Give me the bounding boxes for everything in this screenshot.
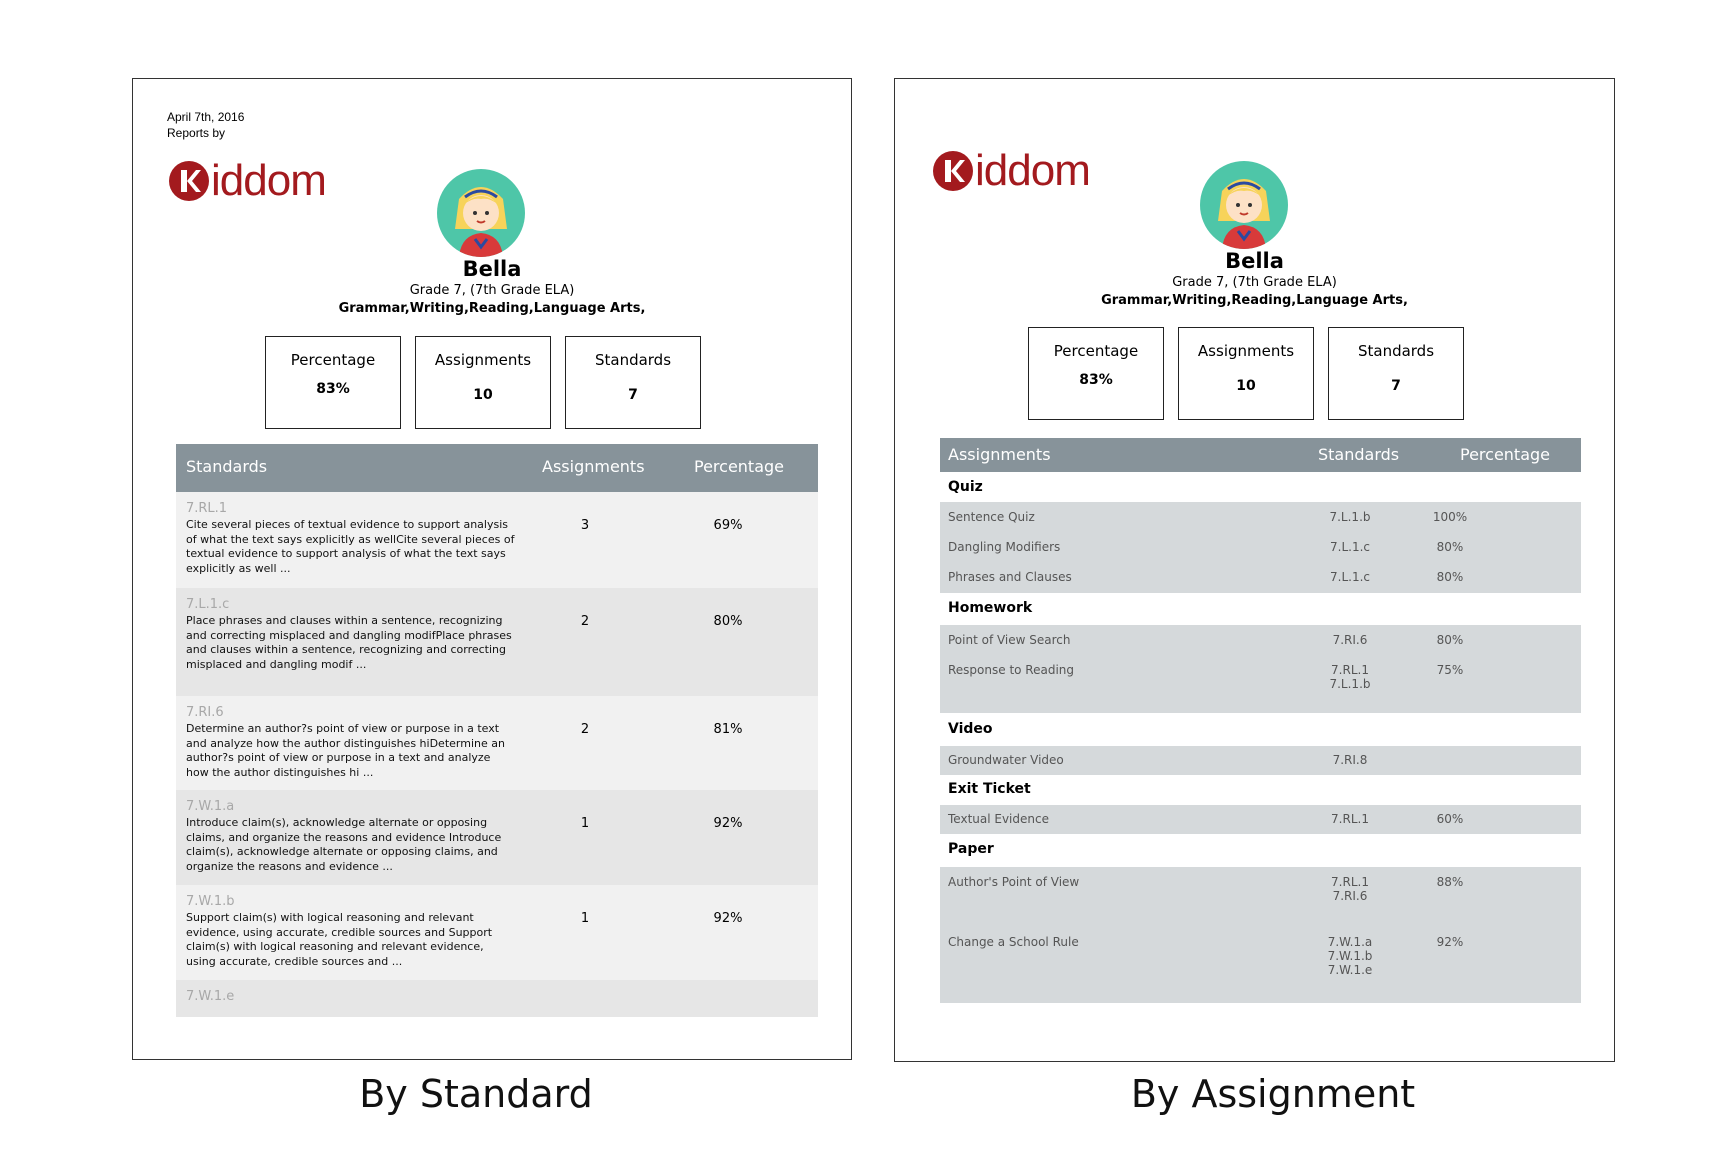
standard-description: Support claim(s) with logical reasoning and relevant evidence, using accurate, credible sources and Support claim(s) with logical reasoning and relevant evidence, using accurate, credible sources and ...	[186, 911, 493, 968]
assignment-count: 2	[580, 722, 590, 737]
category-quiz: Quiz	[940, 472, 1581, 502]
stat-value: 7	[1391, 378, 1401, 394]
assignment-standard: 7.RI.6	[1332, 633, 1368, 647]
assignment-standard: 7.RL.1	[1331, 812, 1369, 826]
reports-by-label: Reports by	[167, 126, 226, 140]
assignment-standard: 7.RL.1	[1331, 663, 1369, 677]
report-by-standard-page	[132, 78, 852, 1060]
table-header	[940, 438, 1581, 472]
table-row	[176, 588, 818, 696]
stat-label: Standards	[594, 351, 672, 369]
category-exit-ticket: Exit Ticket	[940, 775, 1581, 805]
assignment-name: Change a School Rule	[948, 935, 1079, 949]
column-header-percentage: Percentage	[694, 457, 785, 476]
standard-description: Cite several pieces of textual evidence to support analysis of what the text says explicitly as wellCite several pieces of textual evidence to support analysis of what the text says explicitly as well ...	[186, 518, 515, 575]
assignment-standard: 7.RI.6	[1332, 889, 1368, 903]
assignment-standard: 7.RI.8	[1332, 753, 1368, 767]
standard-code: 7.W.1.b	[186, 894, 235, 909]
table-row	[176, 980, 818, 1017]
stat-percentage	[265, 336, 401, 429]
table-header	[176, 444, 818, 492]
assignment-standard: 7.L.1.c	[1330, 540, 1370, 554]
stat-assignments	[415, 336, 551, 429]
assignment-name: Response to Reading	[948, 663, 1075, 677]
assignment-count: 1	[580, 911, 590, 926]
assignment-percentage: 80%	[1436, 540, 1464, 554]
student-subjects: Grammar,Writing,Reading,Language Arts,	[338, 301, 646, 316]
standard-code: 7.RL.1	[186, 501, 228, 516]
assignment-standard: 7.W.1.e	[1327, 963, 1373, 977]
table-row	[176, 492, 818, 588]
caption-by-standard: By Standard	[359, 1072, 593, 1116]
stat-value: 83%	[1079, 372, 1113, 388]
standard-percentage: 92%	[713, 911, 743, 926]
assignment-name: Phrases and Clauses	[948, 570, 1072, 584]
table-row	[176, 885, 818, 980]
student-grade: Grade 7, (7th Grade ELA)	[1172, 275, 1337, 290]
category-paper: Paper	[940, 834, 1581, 867]
stat-standards	[565, 336, 701, 429]
assignment-name: Groundwater Video	[948, 753, 1064, 767]
assignment-name: Sentence Quiz	[948, 510, 1035, 524]
student-avatar	[1200, 161, 1288, 249]
student-grade: Grade 7, (7th Grade ELA)	[409, 283, 575, 298]
assignment-standards	[1310, 875, 1390, 903]
stat-value: 7	[628, 387, 638, 403]
assignment-count: 1	[580, 816, 590, 831]
assignment-standard: 7.W.1.a	[1327, 935, 1373, 949]
category-block	[940, 746, 1581, 775]
kiddom-k-icon	[933, 151, 973, 191]
standard-code: 7.L.1.c	[186, 597, 230, 612]
assignment-standard: 7.W.1.b	[1327, 949, 1373, 963]
category-video: Video	[940, 713, 1581, 746]
student-avatar	[437, 169, 525, 257]
assignment-percentage: 75%	[1436, 663, 1464, 677]
kiddom-k-icon	[169, 161, 209, 201]
assignment-percentage: 92%	[1436, 935, 1464, 949]
column-header-standards: Standards	[186, 457, 268, 476]
category-block	[940, 502, 1581, 593]
column-header-percentage: Percentage	[1460, 445, 1551, 464]
standard-description: Determine an author?s point of view or purpose in a text and analyze how the author distinguishes hiDetermine an author?s point of view or purpose in a text and analyze how the author distinguishes hi ...	[186, 722, 505, 779]
assignments-table	[940, 438, 1581, 1003]
column-header-standards: Standards	[1318, 445, 1400, 464]
stat-percentage	[1028, 327, 1164, 420]
assignment-count: 3	[580, 518, 590, 533]
stat-label: Percentage	[290, 351, 376, 369]
logo-text: iddom	[975, 146, 1090, 195]
stat-standards	[1328, 327, 1464, 420]
stat-label: Standards	[1357, 342, 1435, 360]
column-header-assignments: Assignments	[542, 457, 645, 476]
assignment-count: 2	[580, 614, 590, 629]
standard-percentage: 81%	[713, 722, 743, 737]
standard-code: 7.W.1.a	[186, 799, 235, 814]
standard-percentage: 92%	[713, 816, 743, 831]
standard-percentage: 80%	[713, 614, 743, 629]
table-row	[176, 790, 818, 885]
report-by-assignment-page	[894, 78, 1615, 1062]
assignment-percentage: 80%	[1436, 633, 1464, 647]
stat-assignments	[1178, 327, 1314, 420]
kiddom-logo	[933, 146, 1090, 195]
standard-description: Introduce claim(s), acknowledge alternate or opposing claims, and organize the reasons and evidence Introduce claim(s), acknowledge alternate or opposing claims, and organize the reasons and evidence ...	[186, 816, 502, 873]
report-date: April 7th, 2016	[167, 110, 245, 124]
assignment-standard: 7.L.1.c	[1330, 570, 1370, 584]
assignment-percentage: 100%	[1432, 510, 1468, 524]
standards-table	[176, 444, 818, 1017]
assignment-standard: 7.L.1.b	[1329, 510, 1371, 524]
category-homework: Homework	[940, 593, 1581, 625]
standard-description: Place phrases and clauses within a sentence, recognizing and correcting misplaced and dangling modifPlace phrases and clauses within a sentence, recognizing and correcting misplaced and dangling modif ...	[186, 614, 512, 671]
kiddom-logo	[169, 156, 326, 205]
stat-value: 10	[1236, 378, 1256, 394]
student-name: Bella	[462, 257, 522, 281]
standard-code: 7.RI.6	[186, 705, 224, 720]
assignment-percentage: 88%	[1436, 875, 1464, 889]
assignment-percentage: 80%	[1436, 570, 1464, 584]
assignment-name: Author's Point of View	[948, 875, 1080, 889]
category-block	[940, 805, 1581, 834]
category-block	[940, 625, 1581, 713]
column-header-assignments: Assignments	[948, 445, 1051, 464]
standard-code: 7.W.1.e	[186, 989, 235, 1004]
assignment-name: Dangling Modifiers	[948, 540, 1061, 554]
student-subjects: Grammar,Writing,Reading,Language Arts,	[1101, 293, 1408, 308]
assignment-standards	[1310, 935, 1390, 977]
assignment-standard: 7.L.1.b	[1329, 677, 1371, 691]
stat-label: Percentage	[1053, 342, 1139, 360]
table-row	[176, 696, 818, 790]
stat-label: Assignments	[434, 351, 532, 369]
student-name: Bella	[1225, 249, 1284, 273]
assignment-standard: 7.RL.1	[1331, 875, 1369, 889]
report-meta	[167, 109, 244, 141]
assignment-standards	[1310, 663, 1390, 691]
assignment-percentage: 60%	[1436, 812, 1464, 826]
caption-by-assignment: By Assignment	[1130, 1072, 1416, 1116]
stat-value: 83%	[316, 381, 350, 397]
stat-label: Assignments	[1197, 342, 1295, 360]
stat-value: 10	[473, 387, 493, 403]
assignment-name: Point of View Search	[948, 633, 1071, 647]
standard-percentage: 69%	[713, 518, 743, 533]
assignment-name: Textual Evidence	[948, 812, 1049, 826]
category-block	[940, 867, 1581, 1003]
logo-text: iddom	[211, 156, 326, 205]
